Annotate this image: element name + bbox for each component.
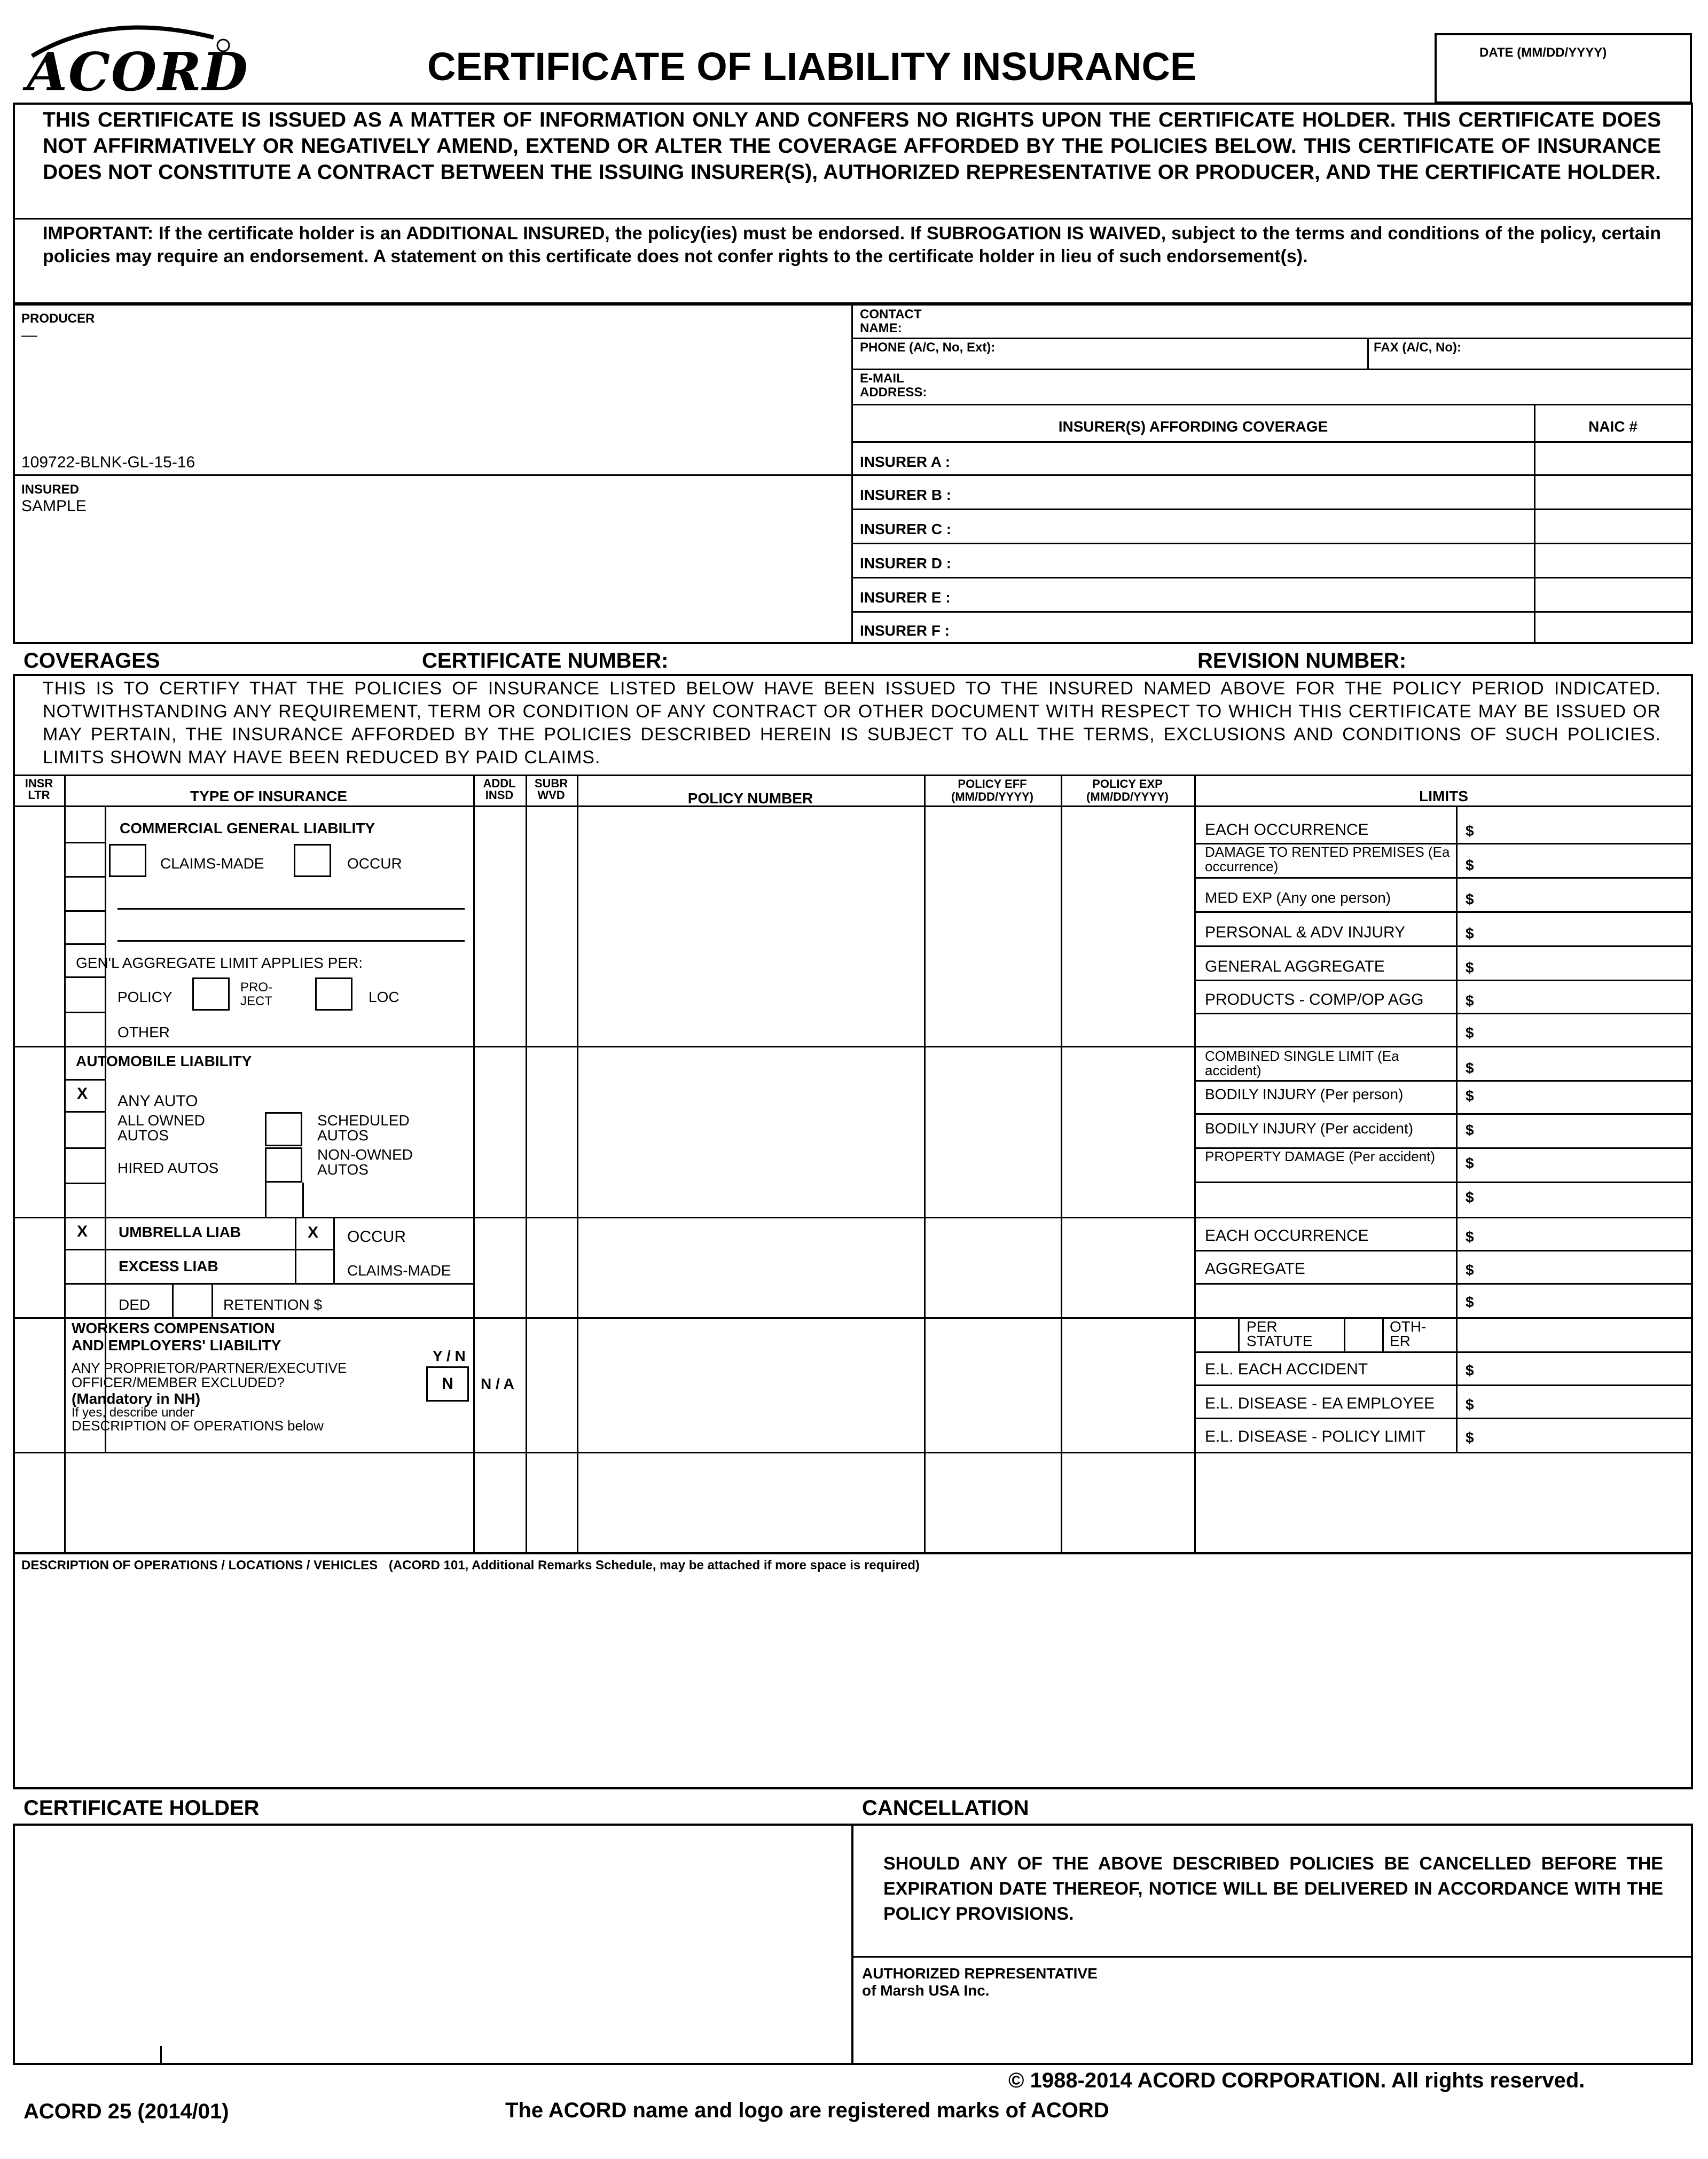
umbrella-ded: DED: [119, 1296, 151, 1313]
col-line-subr: [577, 775, 578, 1554]
dollar-sign[interactable]: $: [1466, 823, 1474, 839]
auto-row-line: [64, 1147, 105, 1149]
auto-limit-property: PROPERTY DAMAGE (Per accident): [1205, 1148, 1436, 1164]
insured-divider: [13, 474, 852, 476]
umbrella-ded-line: [172, 1283, 174, 1317]
col-line-policy: [924, 775, 926, 1554]
auto-limit-bi-accident: BODILY INJURY (Per accident): [1205, 1120, 1414, 1137]
col-subr: SUBR WVD: [534, 777, 568, 802]
limit-row-line: [1194, 877, 1693, 879]
auto-title: AUTOMOBILE LIABILITY: [76, 1053, 252, 1069]
workers-limit-policy-limit: E.L. DISEASE - POLICY LIMIT: [1205, 1428, 1425, 1445]
auto-row-line: [64, 1111, 105, 1113]
auto-row-line: [64, 1079, 105, 1081]
dollar-sign[interactable]: $: [1466, 1429, 1474, 1446]
non-owned-autos-checkbox[interactable]: [265, 1147, 302, 1183]
umbrella-limit-aggregate: AGGREGATE: [1205, 1260, 1305, 1278]
phone-line: [851, 369, 1693, 370]
footer-form-number: ACORD 25 (2014/01): [23, 2100, 229, 2123]
gl-blank-line[interactable]: [117, 940, 465, 942]
dollar-sign[interactable]: $: [1466, 959, 1474, 976]
dollar-sign[interactable]: $: [1466, 1060, 1474, 1076]
insurer-f-label: INSURER F :: [860, 622, 950, 639]
dollar-sign[interactable]: $: [1466, 1088, 1474, 1104]
umbrella-occur: OCCUR: [347, 1228, 406, 1246]
date-box[interactable]: [1435, 33, 1692, 104]
dollar-sign[interactable]: $: [1466, 925, 1474, 942]
dollar-sign[interactable]: $: [1466, 1229, 1474, 1245]
dollar-sign[interactable]: $: [1466, 1024, 1474, 1041]
umbrella-row-line: [64, 1249, 334, 1250]
dollar-sign[interactable]: $: [1466, 1262, 1474, 1278]
insurer-line: [851, 577, 1693, 578]
gl-limit-each-occurrence: EACH OCCURRENCE: [1205, 821, 1369, 839]
dollar-sign[interactable]: $: [1466, 1155, 1474, 1171]
contact-name-label: CONTACT NAME:: [860, 307, 922, 335]
type-subcol-line: [105, 805, 106, 1452]
auto-scheduled: SCHEDULED AUTOS: [317, 1112, 410, 1144]
gl-policy: POLICY: [117, 989, 173, 1005]
header-divider: [13, 805, 1693, 807]
insurer-line: [851, 611, 1693, 613]
gl-loc: LOC: [369, 989, 399, 1005]
umbrella-mark[interactable]: X: [77, 1223, 88, 1240]
workers-yn-label: Y / N: [433, 1348, 466, 1364]
gl-other: OTHER: [117, 1024, 170, 1041]
insurer-e-label: INSURER E :: [860, 589, 951, 606]
workers-excluded-box[interactable]: [426, 1366, 469, 1402]
umbrella-limit-each-occurrence: EACH OCCURRENCE: [1205, 1227, 1369, 1245]
loc-checkbox[interactable]: [315, 977, 352, 1011]
insurer-d-label: INSURER D :: [860, 555, 952, 572]
gl-project: PRO-JECT: [240, 980, 272, 1008]
page-title: CERTIFICATE OF LIABILITY INSURANCE: [427, 44, 1197, 89]
auto-checkbox-line: [265, 1183, 267, 1217]
notice-divider: [13, 218, 1693, 220]
footer-copyright: © 1988-2014 ACORD CORPORATION. All rights reserved.: [1008, 2069, 1585, 2092]
insurers-header: INSURER(S) AFFORDING COVERAGE: [1058, 418, 1328, 435]
naic-header: NAIC #: [1588, 418, 1638, 435]
insurer-line: [851, 509, 1693, 510]
fax-label: FAX (A/C, No):: [1374, 340, 1461, 355]
insured-value[interactable]: SAMPLE: [21, 497, 87, 515]
col-policy-eff: POLICY EFF (MM/DD/YYYY): [951, 777, 1033, 803]
footer-marks: The ACORD name and logo are registered marks of ACORD: [505, 2099, 1109, 2122]
limit-row-line: [1194, 1182, 1693, 1183]
col-insr-ltr: INSR LTR: [25, 777, 53, 802]
certificate-number-label: CERTIFICATE NUMBER:: [422, 649, 669, 672]
limit-row-line: [1194, 1113, 1693, 1115]
umbrella-row-line: [64, 1283, 473, 1285]
workers-title-2: AND EMPLOYERS' LIABILITY: [72, 1337, 281, 1354]
gl-row-line: [64, 876, 105, 878]
workers-na: N / A: [481, 1375, 514, 1392]
limit-row-line: [1194, 1418, 1693, 1419]
insurer-c-label: INSURER C :: [860, 521, 952, 537]
dollar-sign[interactable]: $: [1466, 1122, 1474, 1138]
col-line-limit-value: [1456, 805, 1458, 1452]
col-limits: LIMITS: [1419, 788, 1468, 804]
coverages-label: COVERAGES: [23, 649, 160, 672]
scheduled-autos-checkbox[interactable]: [265, 1112, 302, 1146]
umbrella-retention: RETENTION $: [223, 1296, 323, 1313]
acord-logo-text: ACORD: [27, 42, 249, 103]
email-label: E-MAIL ADDRESS:: [860, 371, 927, 400]
dollar-sign[interactable]: $: [1466, 857, 1474, 873]
limit-row-line: [1194, 1013, 1693, 1014]
col-line-eff: [1061, 775, 1062, 1554]
producer-divider: [851, 303, 853, 644]
gl-row-line: [64, 1012, 105, 1013]
auto-any-auto: ANY AUTO: [117, 1092, 198, 1110]
col-policy-number: POLICY NUMBER: [687, 790, 813, 807]
authorized-rep-value[interactable]: of Marsh USA Inc.: [862, 1982, 990, 1999]
umbrella-ded-line: [211, 1283, 213, 1317]
col-line-type: [473, 775, 475, 1554]
auto-checkbox-line: [302, 1183, 304, 1217]
dollar-sign[interactable]: $: [1466, 992, 1474, 1009]
statute-box-line: [1382, 1317, 1384, 1351]
gl-row-line: [64, 842, 105, 843]
umbrella-claims-made: CLAIMS-MADE: [347, 1262, 451, 1279]
limit-row-line: [1194, 911, 1693, 913]
auto-divider: [13, 1046, 1693, 1047]
gl-row-line: [64, 976, 105, 978]
occur-checkbox[interactable]: [294, 844, 331, 877]
description-box[interactable]: [13, 1552, 1693, 1789]
claims-made-checkbox[interactable]: [109, 844, 146, 877]
statute-box-line: [1238, 1317, 1240, 1351]
producer-code[interactable]: 109722-BLNK-GL-15-16: [21, 453, 195, 471]
col-line-ltr: [64, 775, 66, 1554]
statute-box-line: [1344, 1317, 1345, 1351]
dollar-sign[interactable]: $: [1466, 1396, 1474, 1413]
any-auto-mark[interactable]: X: [77, 1085, 88, 1102]
auto-all-owned: ALL OWNED AUTOS: [117, 1112, 205, 1144]
description-title: DESCRIPTION OF OPERATIONS / LOCATIONS / VEHICLES: [21, 1558, 378, 1573]
holder-tick: [160, 2046, 162, 2065]
umbrella-divider: [13, 1217, 1693, 1218]
auto-limit-combined: COMBINED SINGLE LIMIT (Ea accident): [1205, 1048, 1399, 1078]
occur-mark[interactable]: X: [308, 1224, 319, 1241]
gl-limit-personal-adv: PERSONAL & ADV INJURY: [1205, 924, 1406, 941]
gl-limit-damage-rented: DAMAGE TO RENTED PREMISES (Ea occurrence): [1205, 844, 1450, 874]
insurer-line: [851, 543, 1693, 544]
gl-occur: OCCUR: [347, 855, 402, 872]
excess-label: EXCESS LIAB: [119, 1258, 218, 1274]
workers-divider: [13, 1317, 1693, 1319]
gl-limit-products: PRODUCTS - COMP/OP AGG: [1205, 991, 1424, 1008]
phone-label: PHONE (A/C, No, Ext):: [860, 340, 996, 355]
date-label: DATE (MM/DD/YYYY): [1479, 45, 1607, 60]
auto-limit-bi-person: BODILY INJURY (Per person): [1205, 1086, 1404, 1102]
producer-label: PRODUCER: [21, 311, 95, 326]
limit-row-line: [1194, 980, 1693, 981]
revision-number-label: REVISION NUMBER:: [1197, 649, 1407, 672]
certificate-holder-label: CERTIFICATE HOLDER: [23, 1796, 260, 1820]
col-addl: ADDL INSD: [483, 777, 516, 802]
insurer-line: [851, 441, 1693, 443]
description-note: (ACORD 101, Additional Remarks Schedule, may be attached if more space is required): [388, 1558, 920, 1573]
cancellation-label: CANCELLATION: [862, 1796, 1029, 1820]
gl-claims-made: CLAIMS-MADE: [160, 855, 264, 872]
cancellation-text: SHOULD ANY OF THE ABOVE DESCRIBED POLICIES BE CANCELLED BEFORE THE EXPIRATION DATE THEREOF, NOTICE WILL BE DELIVERED IN ACCORDANCE WITH THE POLICY PROVISIONS.: [883, 1853, 1663, 1924]
auto-hired: HIRED AUTOS: [117, 1160, 219, 1176]
dollar-sign[interactable]: $: [1466, 891, 1474, 908]
dollar-sign[interactable]: $: [1466, 1294, 1474, 1310]
gl-title: COMMERCIAL GENERAL LIABILITY: [120, 820, 375, 836]
gl-row-line: [64, 910, 105, 912]
producer-value[interactable]: —: [21, 326, 37, 344]
workers-mandatory: (Mandatory in NH): [72, 1390, 201, 1407]
issued-notice: THIS CERTIFICATE IS ISSUED AS A MATTER OF INFORMATION ONLY AND CONFERS NO RIGHTS UPON THE CERTIFICATE HOLDER. THIS CERTIFICATE DOES NOT AFFIRMATIVELY OR NEGATIVELY AMEND, EXTEND OR ALTER THE COVERAGE AFFORDED BY THE POLICIES BELOW. THIS CERTIFICATE OF INSURANCE DOES NOT CONSTITUTE A CONTRACT BETWEEN THE ISSUING INSURER(S), AUTHORIZED REPRESENTATIVE OR PRODUCER, AND THE CERTIFICATE HOLDER.: [43, 108, 1661, 184]
col-line-exp: [1194, 775, 1196, 1554]
gl-limit-general-aggregate: GENERAL AGGREGATE: [1205, 958, 1385, 975]
contact-line: [851, 338, 1693, 339]
insurer-b-label: INSURER B :: [860, 487, 952, 503]
insured-label: INSURED: [21, 482, 80, 497]
limit-row-line: [1194, 1351, 1693, 1353]
gl-limit-med-exp: MED EXP (Any one person): [1205, 889, 1391, 906]
limit-row-line: [1194, 1080, 1693, 1082]
insurer-line: [851, 474, 1693, 476]
limit-row-line: [1194, 1283, 1693, 1285]
certify-text: THIS IS TO CERTIFY THAT THE POLICIES OF INSURANCE LISTED BELOW HAVE BEEN ISSUED TO THE INSURED NAMED ABOVE FOR THE POLICY PERIOD INDICATED. NOTWITHSTANDING ANY REQUIREMENT, TERM OR CONDITION OF ANY CONTRACT OR OTHER DOCUMENT WITH RESPECT TO WHICH THIS CERTIFICATE MAY BE ISSUED OR MAY PERTAIN, THE INSURANCE AFFORDED BY THE POLICIES DESCRIBED HEREIN IS SUBJECT TO ALL THE TERMS, EXCLUSIONS AND CONDITIONS OF SUCH POLICIES. LIMITS SHOWN MAY HAVE BEEN REDUCED BY PAID CLAIMS.: [43, 678, 1661, 768]
acord-logo: [21, 16, 249, 103]
workers-other: OTH-ER: [1390, 1318, 1427, 1349]
insurer-a-label: INSURER A :: [860, 453, 951, 470]
auto-row-line: [64, 1183, 105, 1184]
workers-limit-each-accident: E.L. EACH ACCIDENT: [1205, 1360, 1368, 1378]
workers-if-yes: If yes, describe under: [72, 1405, 194, 1420]
naic-divider: [1534, 404, 1535, 644]
email-line: [851, 404, 1693, 405]
workers-question: ANY PROPRIETOR/PARTNER/EXECUTIVE OFFICER/MEMBER EXCLUDED?: [72, 1360, 347, 1390]
col-type: TYPE OF INSURANCE: [190, 788, 348, 804]
certificate-holder-box[interactable]: [13, 1824, 853, 2065]
umbrella-label: UMBRELLA LIAB: [119, 1224, 241, 1240]
cancellation-divider: [851, 1956, 1693, 1958]
workers-limit-ea-employee: E.L. DISEASE - EA EMPLOYEE: [1205, 1395, 1435, 1412]
workers-desc-ops: DESCRIPTION OF OPERATIONS below: [72, 1418, 324, 1434]
gl-blank-line[interactable]: [117, 908, 465, 910]
limit-row-line: [1194, 1250, 1693, 1251]
gl-aggregate-applies: GEN'L AGGREGATE LIMIT APPLIES PER:: [76, 955, 363, 971]
gl-row-line: [64, 943, 105, 945]
extra-row-divider: [13, 1452, 1693, 1453]
dollar-sign[interactable]: $: [1466, 1362, 1474, 1379]
phone-fax-divider: [1367, 338, 1369, 369]
dollar-sign[interactable]: $: [1466, 1189, 1474, 1206]
auto-non-owned: NON-OWNED AUTOS: [317, 1146, 413, 1178]
important-notice: IMPORTANT: If the certificate holder is an ADDITIONAL INSURED, the policy(ies) must be endorsed. If SUBROGATION IS WAIVED, subject to the terms and conditions of the policy, certain policies may require an endorsement. A statement on this certificate does not confer rights to the certificate holder in lieu of such endorsement(s).: [43, 223, 1661, 267]
workers-title-1: WORKERS COMPENSATION: [72, 1320, 275, 1336]
col-line-addl: [526, 775, 527, 1554]
workers-answer: N: [442, 1375, 453, 1393]
certify-divider: [13, 775, 1693, 776]
project-checkbox[interactable]: [192, 977, 230, 1011]
limit-row-line: [1194, 945, 1693, 947]
workers-per-statute: PER STATUTE: [1247, 1318, 1313, 1349]
authorized-rep-label: AUTHORIZED REPRESENTATIVE: [862, 1965, 1098, 1982]
col-policy-exp: POLICY EXP (MM/DD/YYYY): [1086, 777, 1169, 803]
limit-row-line: [1194, 1384, 1693, 1386]
